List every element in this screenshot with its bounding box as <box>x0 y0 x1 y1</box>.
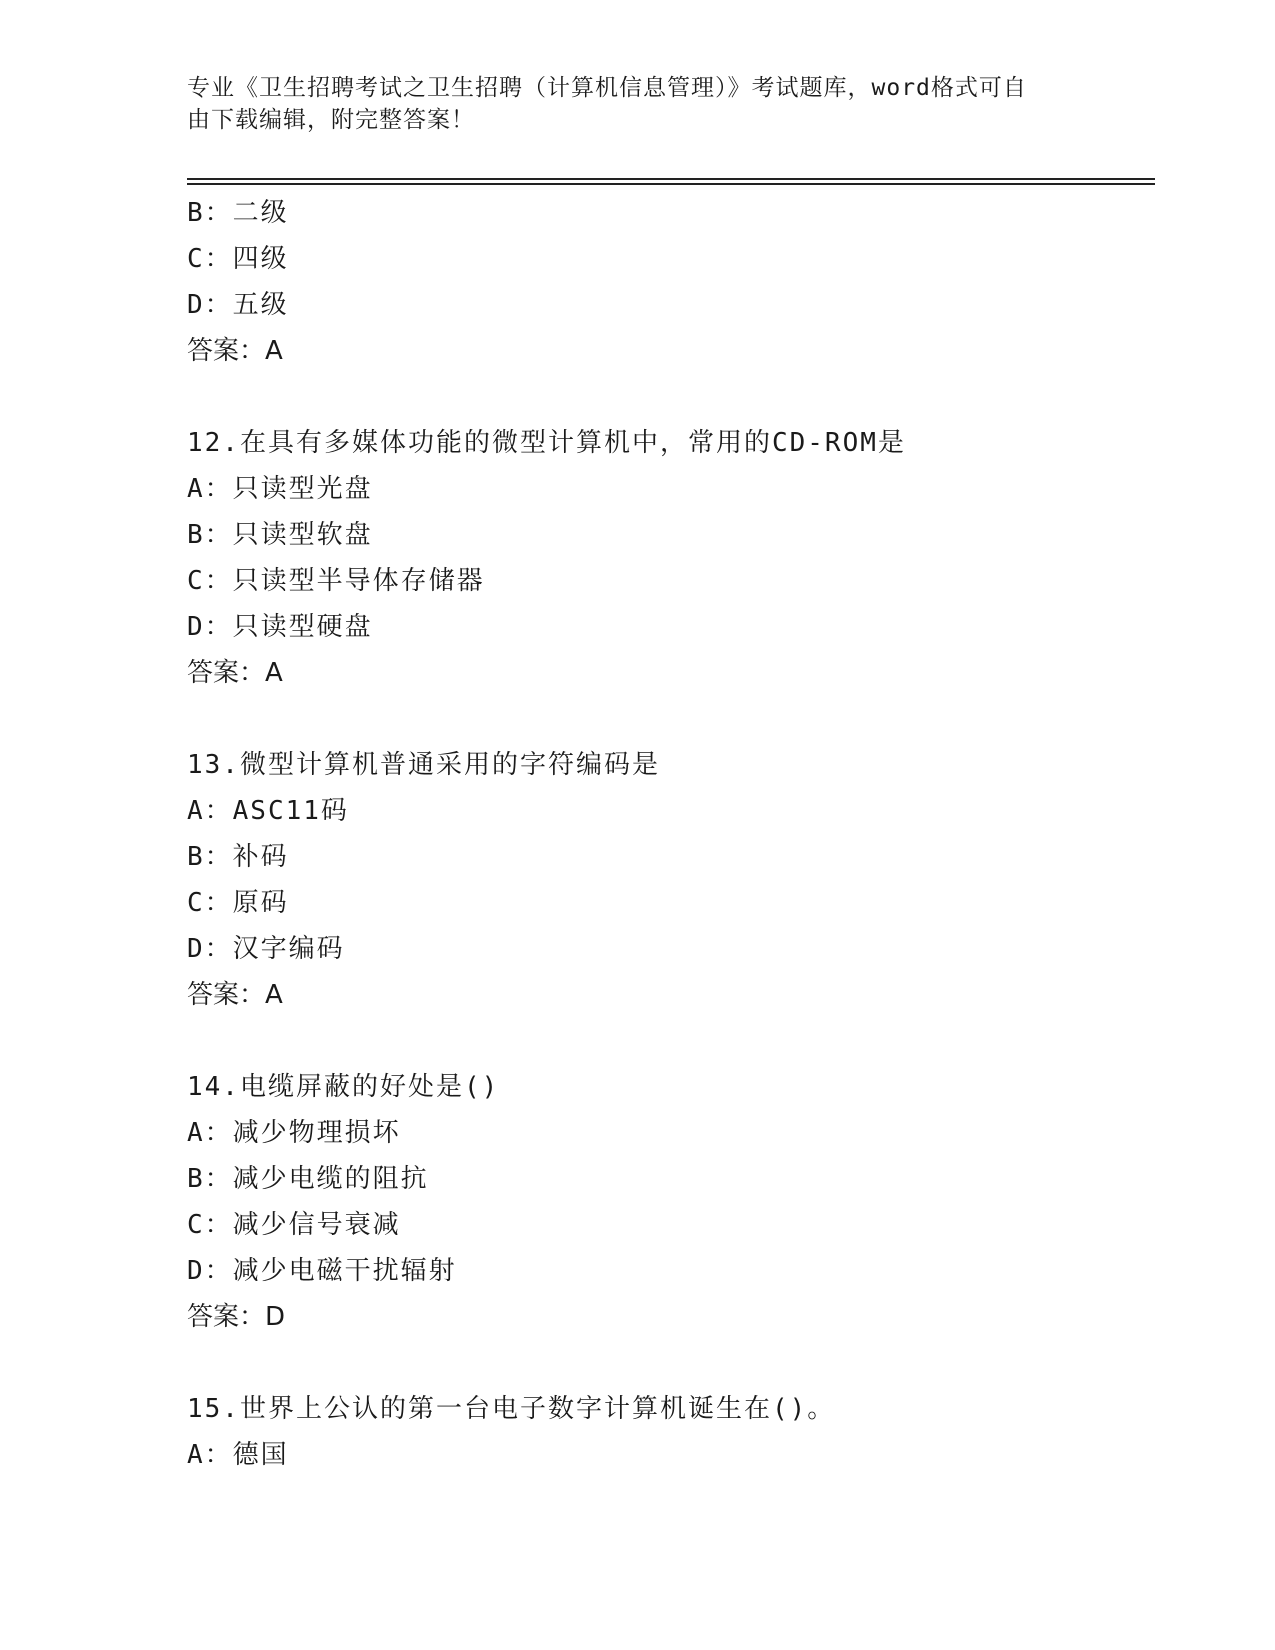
answer: 答案：D <box>187 1302 286 1332</box>
question-title: 13.微型计算机普通采用的字符编码是 <box>187 750 660 780</box>
option-a: A：只读型光盘 <box>187 474 373 504</box>
header-divider-bottom <box>187 183 1155 185</box>
option-c: C：减少信号衰减 <box>187 1210 401 1240</box>
option-a: A：ASC11码 <box>187 796 349 826</box>
option-d: D：五级 <box>187 290 289 320</box>
question-15 <box>187 1386 1147 1478</box>
option-c: C：四级 <box>187 244 289 274</box>
option-b: B：减少电缆的阻抗 <box>187 1164 429 1194</box>
answer: 答案：A <box>187 658 283 688</box>
header-divider-top <box>187 178 1155 180</box>
document-body <box>187 190 1147 1478</box>
option-a: A：德国 <box>187 1440 289 1470</box>
page-header <box>187 72 1087 136</box>
option-c: C：原码 <box>187 888 289 918</box>
header-line-2: 由下载编辑，附完整答案！ <box>187 107 475 133</box>
question-13 <box>187 742 1147 1018</box>
question-12 <box>187 420 1147 696</box>
option-d: D：减少电磁干扰辐射 <box>187 1256 457 1286</box>
question-title: 15.世界上公认的第一台电子数字计算机诞生在()。 <box>187 1394 836 1424</box>
option-b: B：补码 <box>187 842 289 872</box>
option-d: D：只读型硬盘 <box>187 612 373 642</box>
question-11-continued <box>187 190 1147 374</box>
option-c: C：只读型半导体存储器 <box>187 566 485 596</box>
answer: 答案：A <box>187 980 283 1010</box>
question-title: 14.电缆屏蔽的好处是() <box>187 1072 500 1102</box>
option-b: B：二级 <box>187 198 289 228</box>
option-b: B：只读型软盘 <box>187 520 373 550</box>
option-a: A：减少物理损坏 <box>187 1118 401 1148</box>
option-d: D：汉字编码 <box>187 934 345 964</box>
question-14 <box>187 1064 1147 1340</box>
question-title: 12.在具有多媒体功能的微型计算机中，常用的CD-ROM是 <box>187 428 906 458</box>
header-line-1: 专业《卫生招聘考试之卫生招聘（计算机信息管理）》考试题库，word格式可自 <box>187 75 1027 101</box>
answer: 答案：A <box>187 336 283 366</box>
